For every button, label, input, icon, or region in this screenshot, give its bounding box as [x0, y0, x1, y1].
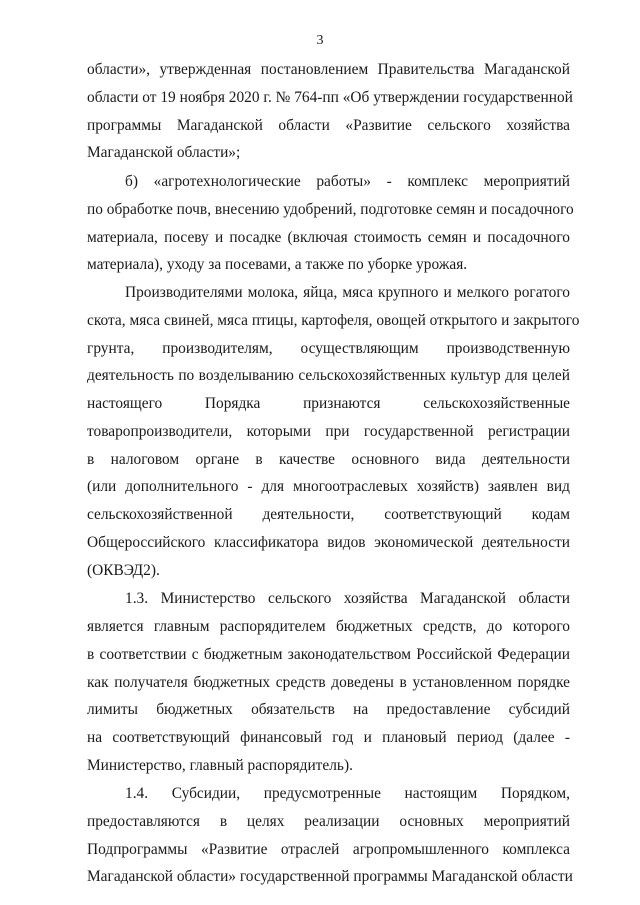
- text-line: Производителями молока, яйца, мяса крупного и мелкого рогатого: [125, 284, 570, 301]
- text-line: товаропроизводители, которыми при государственной регистрации: [87, 423, 570, 440]
- text-line: Подпрограммы «Развитие отраслей агропромышленного комплекса: [87, 841, 570, 858]
- text-line: как получателя бюджетных средств доведены в установленном порядке: [87, 674, 570, 691]
- text-line: Общероссийского классификатора видов экономической деятельности: [87, 534, 570, 551]
- text-line: Министерство, главный распорядитель).: [87, 757, 353, 774]
- text-line: является главным распорядителем бюджетных средств, до которого: [87, 618, 570, 635]
- text-line: лимиты бюджетных обязательств на предоставление субсидий: [87, 701, 570, 718]
- text-line: б) «агротехнологические работы» - комплекс мероприятий: [125, 173, 570, 190]
- text-line: Магаданской области» государственной программы Магаданской области: [87, 868, 573, 885]
- text-line: области от 19 ноября 2020 г. № 764-пп «Об утверждении государственной: [87, 89, 573, 106]
- text-line: сельскохозяйственной деятельности, соответствующий кодам: [87, 506, 570, 523]
- page-number: 3: [316, 33, 324, 48]
- text-line: на соответствующий финансовый год и плановый период (далее -: [87, 729, 570, 746]
- text-line: Магаданской области»;: [87, 144, 241, 161]
- text-line: в налоговом органе в качестве основного вида деятельности: [87, 451, 570, 468]
- text-line: предоставляются в целях реализации основных мероприятий: [87, 813, 570, 830]
- text-line: 1.4. Субсидии, предусмотренные настоящим Порядком,: [125, 785, 570, 802]
- text-line: области», утвержденная постановлением Правительства Магаданской: [87, 61, 570, 78]
- text-line: (или дополнительного - для многоотраслевых хозяйств) заявлен вид: [87, 478, 570, 495]
- text-line: скота, мяса свиней, мяса птицы, картофеля, овощей открытого и закрытого: [87, 312, 580, 329]
- text-line: деятельность по возделыванию сельскохозяйственных культур для целей: [87, 367, 570, 384]
- text-line: материала), уходу за посевами, а также по уборке урожая.: [87, 256, 468, 273]
- text-line: настоящего Порядка признаются сельскохозяйственные: [87, 395, 570, 412]
- text-line: в соответствии с бюджетным законодательством Российской Федерации: [87, 646, 570, 663]
- text-line: по обработке почв, внесению удобрений, подготовке семян и посадочного: [87, 201, 574, 218]
- text-line: 1.3. Министерство сельского хозяйства Магаданской области: [125, 590, 570, 607]
- text-line: материала, посеву и посадке (включая стоимость семян и посадочного: [87, 229, 570, 246]
- text-line: (ОКВЭД2).: [87, 562, 160, 579]
- text-line: грунта, производителям, осуществляющим производственную: [87, 340, 570, 357]
- text-line: программы Магаданской области «Развитие сельского хозяйства: [87, 117, 570, 134]
